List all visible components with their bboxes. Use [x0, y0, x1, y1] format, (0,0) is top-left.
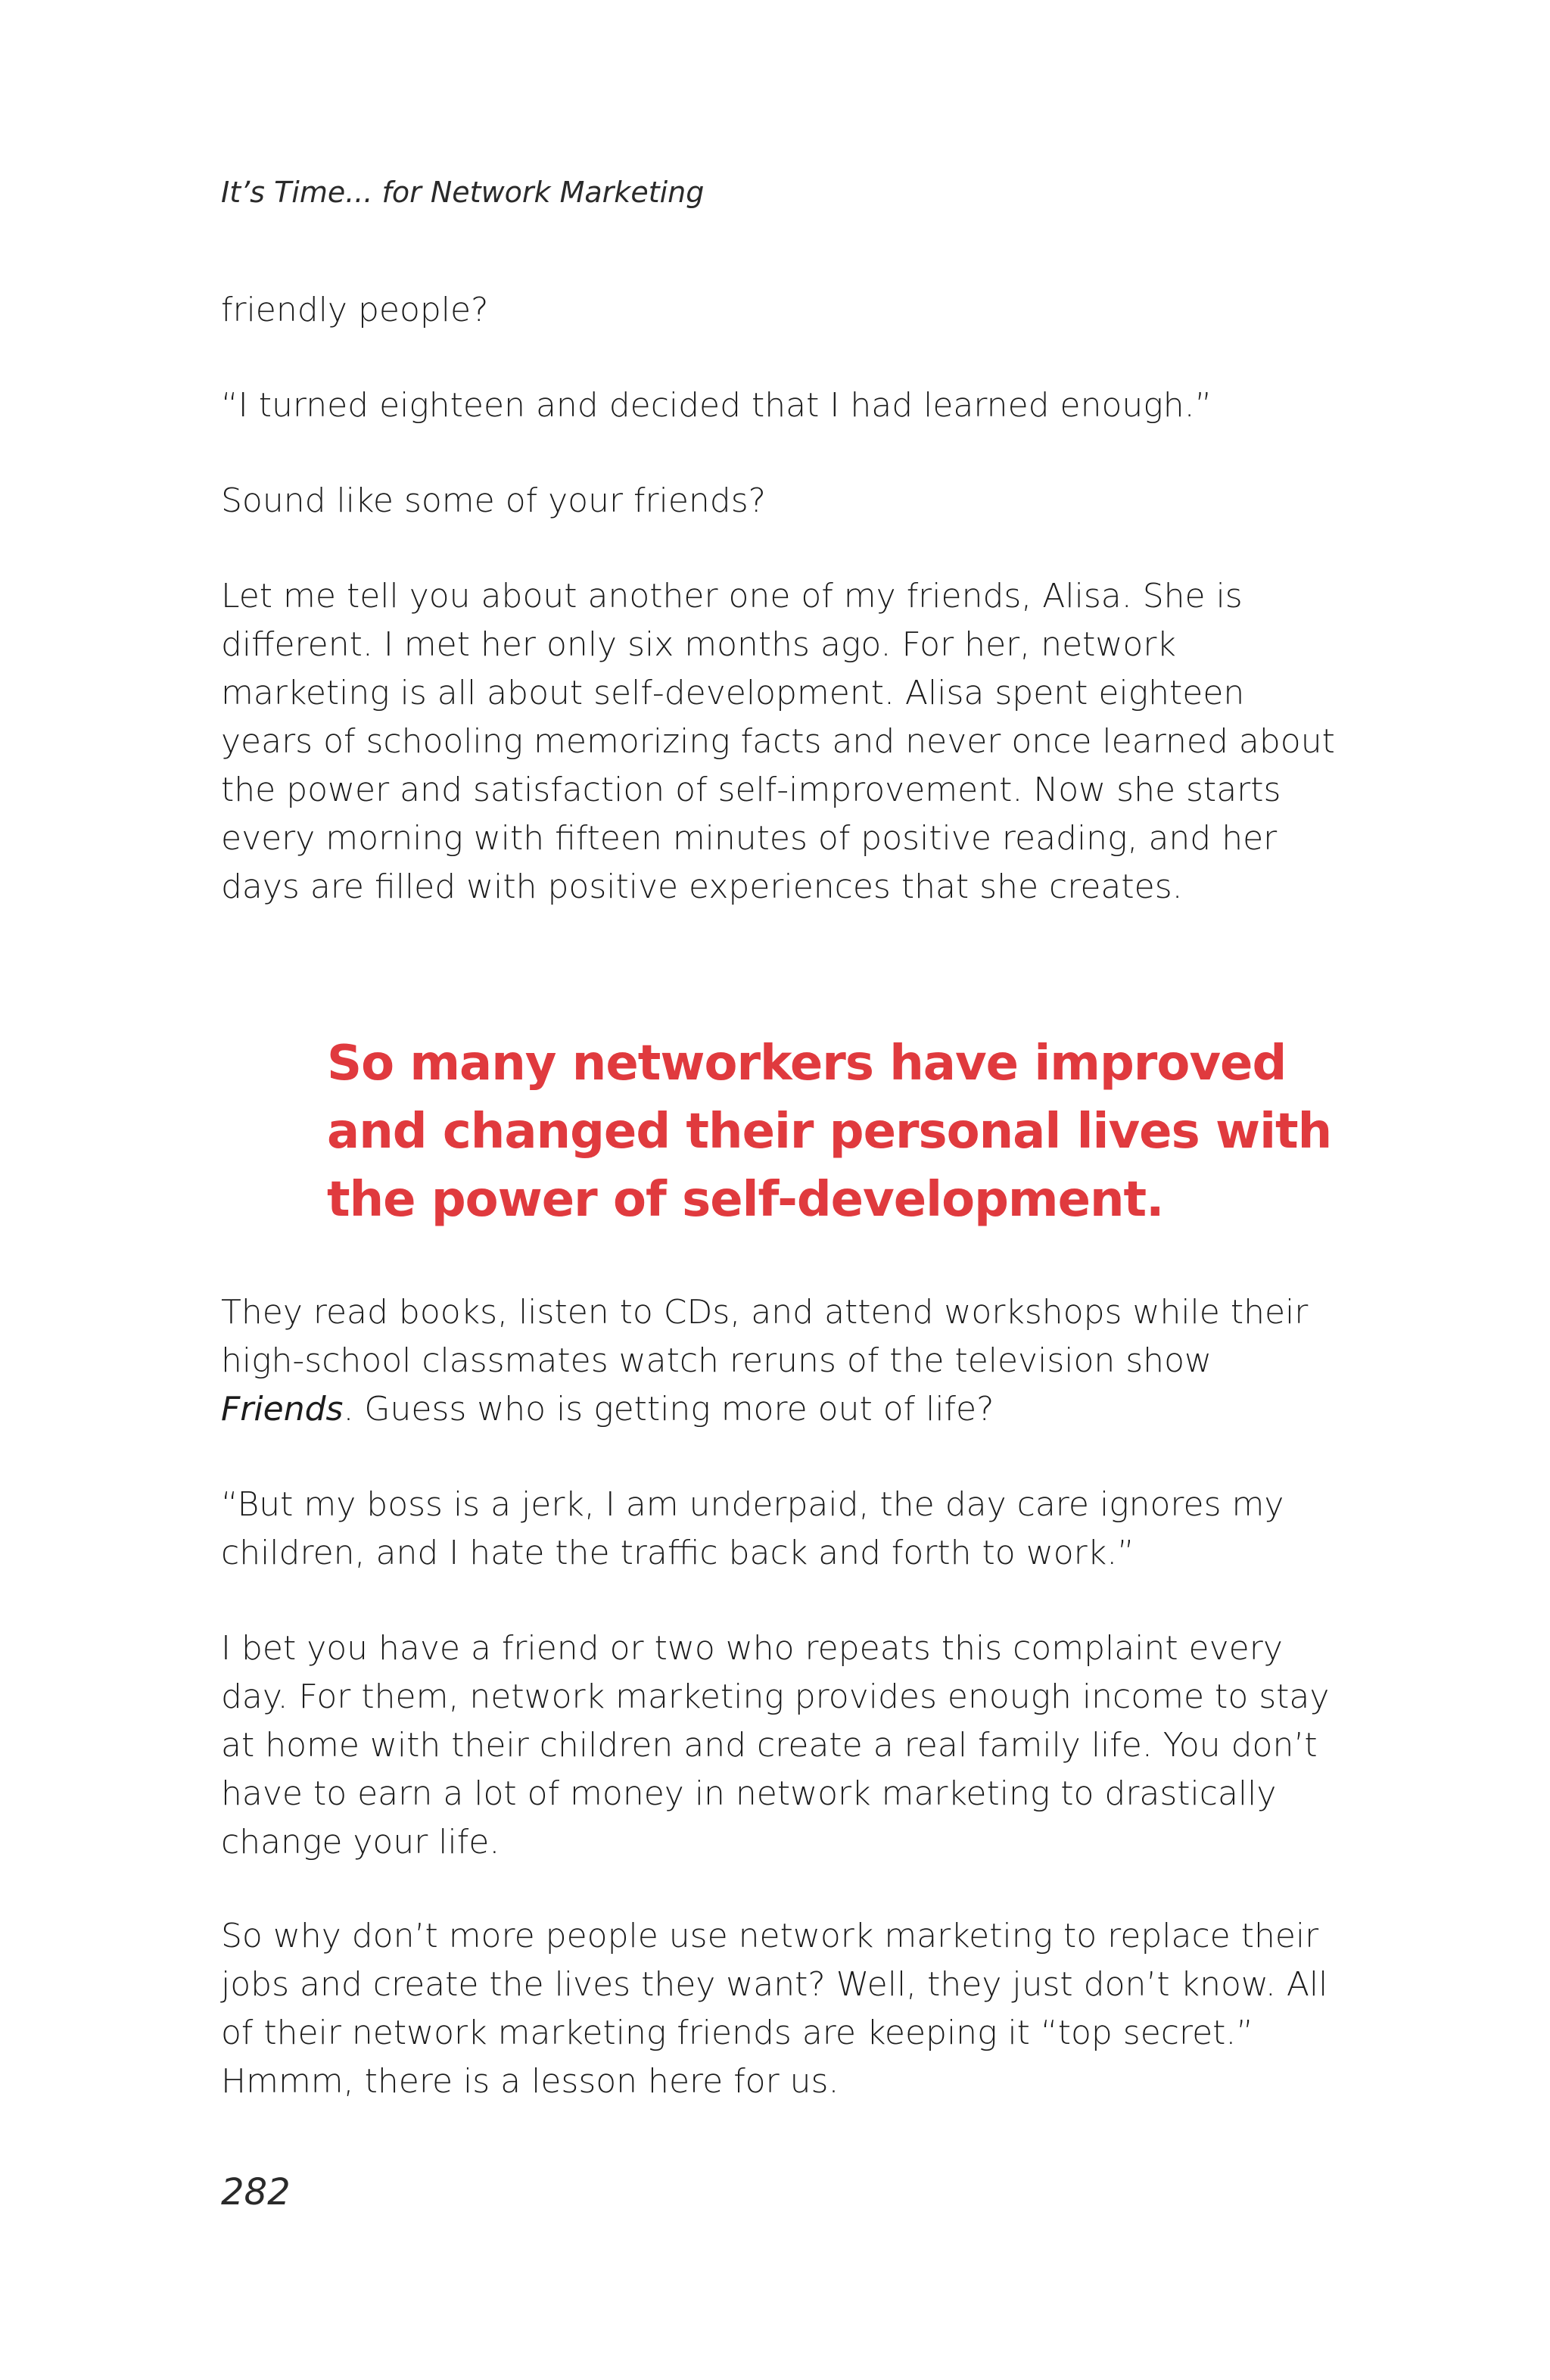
- paragraph-alisa: Let me tell you about another one of my friends, Alisa. She is different. I met her only six months ago. For her, network marketing is all about self-development. Alisa spent eighteen years of schooling memorizing facts and never once learned about the power and satisfaction of self-improvement. Now she starts every morning with fifteen minutes of positive reading, and her days are filled with positive experiences that she creates.: [221, 577, 1335, 906]
- paragraph-boss-complaint: “But my boss is a jerk, I am underpaid, the day care ignores my children, and I hate the traffic back and forth to work.”: [221, 1485, 1284, 1572]
- paragraph-read-books: [221, 1288, 1341, 1434]
- paragraph-read-books-end: . Guess who is getting more out of life?: [343, 1390, 994, 1428]
- show-title-friends: Friends: [221, 1390, 344, 1428]
- paragraph-friendly-people: friendly people?: [221, 291, 489, 329]
- running-header: It’s Time... for Network Marketing: [221, 176, 705, 209]
- paragraph-sound-like: Sound like some of your friends?: [221, 481, 767, 520]
- paragraph-read-books-start: They read books, listen to CDs, and attend workshops while their high-school classmates watch reruns of the television show: [221, 1293, 1309, 1380]
- paragraph-turned-eighteen: “I turned eighteen and decided that I had learned enough.”: [221, 386, 1212, 425]
- paragraph-friend-complaint: I bet you have a friend or two who repeats this complaint every day. For them, network marketing provides enough income to stay at home with their children and create a real family life. You don’t have to earn a lot of money in network marketing to drastically change your life.: [221, 1629, 1330, 1861]
- paragraph-top-secret: So why don’t more people use network marketing to replace their jobs and create the lives they want? Well, they just don’t know. All of their network marketing friends are keeping it “top secret.” Hmmm, there is a lesson here for us.: [221, 1917, 1328, 2101]
- pull-quote: So many networkers have improved and changed their personal lives with the power of self-development.: [327, 1036, 1332, 1228]
- page-number: 282: [221, 2171, 291, 2213]
